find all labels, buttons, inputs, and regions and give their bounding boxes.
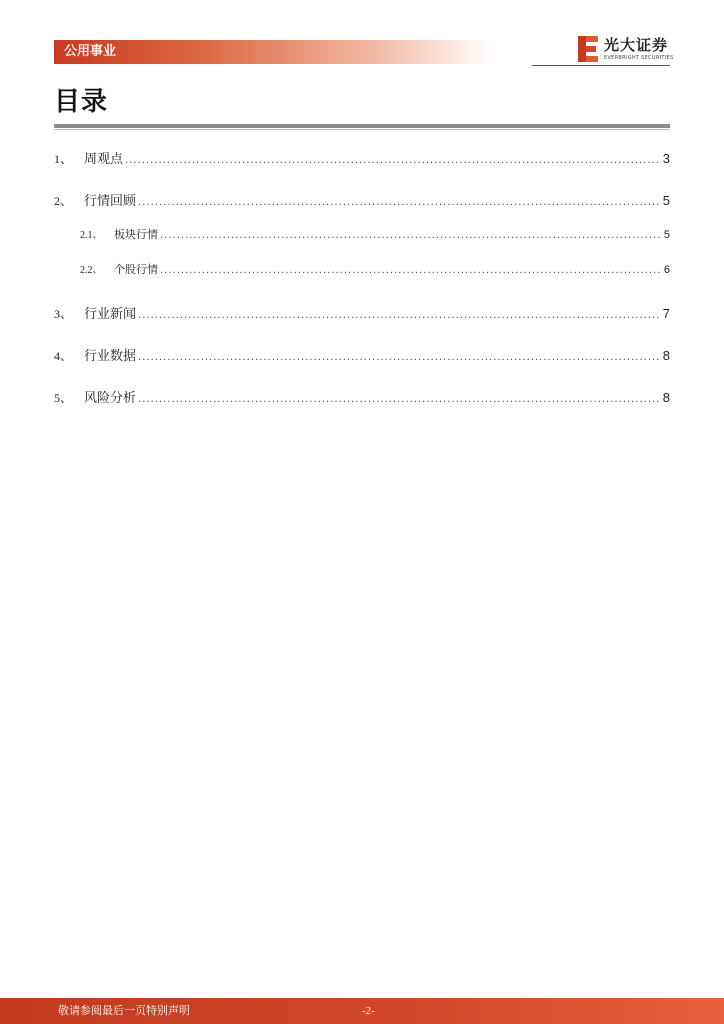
toc-leader-dots <box>138 197 661 208</box>
toc-entry-number: 1、 <box>54 152 73 166</box>
toc-entry-title: 周观点 <box>84 152 124 167</box>
footer-page-number: -2- <box>362 1005 375 1017</box>
footer-band <box>0 998 724 1024</box>
toc-entry[interactable] <box>54 261 670 277</box>
brand-name-cn: 光大证券 <box>604 36 669 54</box>
toc-leader-dots <box>138 310 661 321</box>
toc-entry-title: 行业数据 <box>84 349 137 364</box>
toc-leader-dots <box>160 230 662 241</box>
toc-entry-page: 3 <box>662 151 670 166</box>
toc-leader-dots <box>125 155 661 166</box>
toc-entry[interactable] <box>54 226 670 242</box>
toc-entry-number: 2.1、 <box>80 230 103 241</box>
header-band <box>54 40 494 64</box>
toc-leader-dots <box>160 265 662 276</box>
toc-entry-title: 风险分析 <box>84 391 137 406</box>
toc-entry-number: 4、 <box>54 349 73 363</box>
toc-leader-dots <box>138 352 661 363</box>
toc-entry-title: 行情回顾 <box>84 194 137 209</box>
title-divider-thin <box>54 129 670 130</box>
title-divider <box>54 124 670 128</box>
toc-entry[interactable] <box>54 190 670 208</box>
toc-entry-title: 行业新闻 <box>84 307 137 322</box>
toc-entry-page: 7 <box>662 306 670 321</box>
toc-entry-page: 6 <box>663 264 670 276</box>
toc-leader-dots <box>138 394 661 405</box>
toc-entry[interactable] <box>54 345 670 363</box>
brand-logo <box>578 34 674 66</box>
section-label: 公用事业 <box>64 44 117 59</box>
toc-entry-page: 8 <box>662 348 670 363</box>
toc-entry-number: 2、 <box>54 194 73 208</box>
toc-entry[interactable] <box>54 303 670 321</box>
toc-entry[interactable] <box>54 148 670 166</box>
toc-entry-title: 板块行情 <box>114 228 158 241</box>
page-title: 目录 <box>54 87 109 117</box>
everbright-logo-icon <box>578 36 598 62</box>
toc-entry-number: 5、 <box>54 391 73 405</box>
toc-entry-page: 5 <box>662 193 670 208</box>
toc-entry-title: 个股行情 <box>114 263 158 276</box>
toc-entry[interactable] <box>54 387 670 405</box>
header-divider <box>532 65 670 66</box>
toc-entry-number: 2.2、 <box>80 265 103 276</box>
toc-entry-number: 3、 <box>54 307 73 321</box>
footer-disclaimer: 敬请参阅最后一页特别声明 <box>58 1004 190 1017</box>
brand-name-en: EVERBRIGHT SECURITIES <box>604 55 674 61</box>
toc-entry-page: 5 <box>663 229 670 241</box>
toc-entry-page: 8 <box>662 390 670 405</box>
